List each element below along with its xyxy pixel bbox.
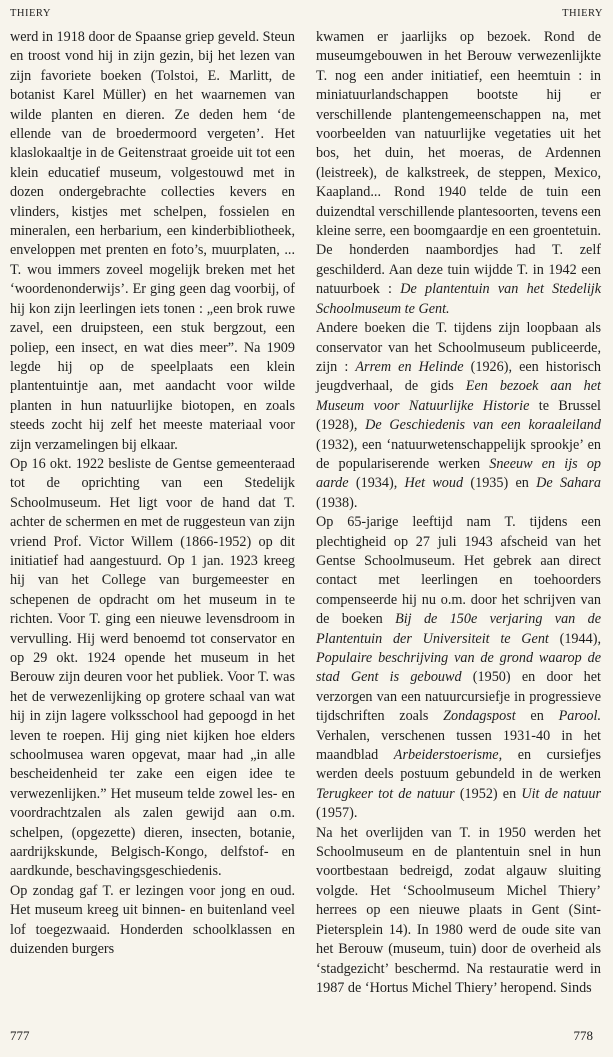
italic-title-text: Zondagspost bbox=[443, 708, 516, 725]
body-text: (1932), een ‘natuurwetenschappelijk sprookje’ en de populariserende werken bbox=[316, 436, 601, 472]
body-text: Op 65-jarige leeftijd nam T. tijdens een plechtigheid op 27 juli 1943 afscheid van het Gentse Schoolmuseum. Het gebrek aan direct contact met leerlingen en toehoorders compenseerde hij nu o.m. door het schrijven van de boeken bbox=[316, 514, 601, 628]
body-text: Andere boeken die T. tijdens zijn loopbaan als conservator van het Schoolmuseum publiceerde, zijn : bbox=[316, 320, 601, 375]
italic-title-text: Parool. bbox=[558, 708, 601, 725]
body-text: Op zondag gaf T. er lezingen voor jong en oud. Het museum kreeg uit binnen- en buitenland veel lof toegezwaaid. Honderden schoolklassen en duizenden burgers bbox=[10, 882, 295, 958]
page-number-left: 777 bbox=[10, 1028, 30, 1043]
body-text: en bbox=[515, 708, 559, 725]
body-text: kwamen er jaarlijks op bezoek. Rond de museumgebouwen in het Berouw verwezenlijkte T. nog een ander initiatief, een heemtuin : in miniatuurlandschappen bootste hij er verschillende plantengemeenschappen na, met voorbeelden van natuurlijke vegetaties uit het bos, het duin, het moeras, de Ardennen (leistreek), de kalkstreek, de steppen, Mexico, Kaapland... Rond 1940 telde de tuin een duizendtal verschillende plantesoorten, tevens een kleine serre, een boomgaardje en een groentetuin. De honderden naambordjes had T. zelf geschilderd. Aan deze tuin wijdde T. in 1942 een natuurboek : bbox=[316, 29, 601, 298]
italic-title-text: De Sahara bbox=[536, 475, 601, 492]
body-text: (1944), bbox=[548, 630, 601, 647]
italic-title-text: Uit de natuur bbox=[521, 785, 602, 802]
italic-title-text: Arbeiderstoerisme, bbox=[393, 747, 503, 764]
paragraph bbox=[10, 882, 295, 960]
body-text: (1950) en door het verzorgen van een natuurcursiefje in progressieve tijdschriften zoals bbox=[316, 669, 601, 725]
paragraph bbox=[316, 824, 601, 999]
body-text: (1934), bbox=[348, 475, 405, 492]
italic-title-text: De Geschiedenis van een koraaleiland bbox=[365, 417, 601, 434]
paragraph bbox=[10, 28, 295, 455]
italic-title-text: Arrem en Helinde bbox=[355, 358, 464, 375]
page-number-right: 778 bbox=[573, 1028, 593, 1043]
running-header-left: THIERY bbox=[10, 8, 51, 19]
paragraph bbox=[316, 319, 601, 513]
body-text: (1957). bbox=[316, 805, 358, 822]
paragraph bbox=[316, 28, 601, 319]
body-text: werd in 1918 door de Spaanse griep geveld. Steun en troost vond hij in zijn gezin, bij het lezen van zijn favoriete boeken (Tolstoi, E. Marlitt, de botanist Karel Müller) en het waarnemen van wilde planten en dieren. Ze deden hem ‘de ellende van de broedermoord vergeten’. Het klaslokaaltje in de Geitenstraat groeide uit tot een klein educatief museum, volgestouwd met in dozen ondergebrachte collecties kevers en vlinders, kistjes met schelpen, fossielen en mineralen, een herbarium, een kinderbibliotheek, enveloppen met prenten en foto’s, muurplaten, ... T. wou immers zoveel mogelijk breken met het ‘woordenonderwijs’. Er ging geen dag voorbij, of hij kon zijn leerlingen iets tonen : „een brok ruwe zavel, een druipsteen, een stuk bergzout, een poliep, een insect, en wat dies meer”. Na 1909 legde hij op de speelplaats een klein plantentuintje aan, met aandacht voor wilde planten in hun natuurlijke biotopen, en zoals steeds zocht hij zelf het meeste materiaal voor zijn verzamelingen bij elkaar. bbox=[10, 29, 295, 453]
body-text: (1938). bbox=[316, 494, 358, 511]
italic-title-text: De plantentuin van het Stedelijk Schoolmuseum te Gent. bbox=[316, 281, 601, 317]
italic-title-text: Een bezoek aan het Museum voor Natuurlijke Historie bbox=[316, 378, 601, 414]
body-text: Na het overlijden van T. in 1950 werden het Schoolmuseum en de plantentuin snel in hun voortbestaan bedreigd, zodat algauw sluiting volgde. Het ‘Schoolmuseum Michel Thiery’ herrees op een nieuwe plaats in Gent (Sint-Pietersplein 14). In 1980 werd de oude site van het Berouw (museum, tuin) door de overheid als ‘stadgezicht’ beschermd. Na restauratie werd in 1987 de ‘Hortus Michel Thiery’ heropend. Sinds bbox=[316, 824, 601, 996]
italic-title-text: Bij de 150e verjaring van de Plantentuin der Universiteit te Gent bbox=[316, 611, 601, 647]
body-text: Op 16 okt. 1922 besliste de Gentse gemeenteraad tot de oprichting van een Stedelijk Schoolmuseum. Het ligt voor de hand dat T. achter de schermen en met de ruggesteun van zijn vriend Prof. Victor Willem (1866-1952) op dit initiatief had aangestuurd. Op 1 jan. 1923 kreeg hij van het College van burgemeester en schepenen de opdracht om het museum in te richten. Voor T. ging een nieuwe levensdroom in vervulling. Hij werd benoemd tot conservator en op 29 okt. 1924 opende het museum in het Berouw zijn deuren voor het publiek. Voor T. was het de verwezenlijking op grotere schaal van wat hij in zijn lagere volksschool had gepoogd in het leven te roepen. Hij ging niet kijken hoe elders schoolmusea waren opgevat, maar had „in alle bescheidenheid ter zake een eigen idee te verwezenlijken.” Het museum telde zowel les- en voordrachtzalen als zalen gewijd aan o.m. schelpen, (opgezette) dieren, insecten, botanie, aardrijkskunde, Belgisch-Kongo, delfstof- en aardkunde, beschavingsgeschiedenis. bbox=[10, 455, 295, 880]
italic-title-text: Sneeuw en ijs op aarde bbox=[316, 455, 602, 492]
body-text: (1935) en bbox=[463, 475, 537, 492]
italic-title-text: Het woud bbox=[404, 475, 464, 492]
paragraph bbox=[10, 455, 295, 882]
left-text-column bbox=[10, 28, 295, 960]
italic-title-text: Terugkeer tot de natuur bbox=[316, 785, 455, 802]
body-text: te Brussel (1928), bbox=[316, 397, 601, 434]
right-text-column bbox=[316, 28, 601, 998]
body-text: (1952) en bbox=[454, 785, 522, 802]
body-text: (1926), een historisch jeugdverhaal, de gids bbox=[316, 358, 602, 395]
body-text: en cursiefjes werden deels postuum gebundeld in de werken bbox=[316, 747, 601, 783]
running-header-right: THIERY bbox=[562, 8, 603, 19]
paragraph bbox=[316, 513, 601, 824]
italic-title-text: Populaire beschrijving van de grond waarop de stad Gent is gebouwd bbox=[316, 650, 601, 686]
body-text: Verhalen, verschenen tussen 1931-40 in het maandblad bbox=[316, 727, 601, 764]
